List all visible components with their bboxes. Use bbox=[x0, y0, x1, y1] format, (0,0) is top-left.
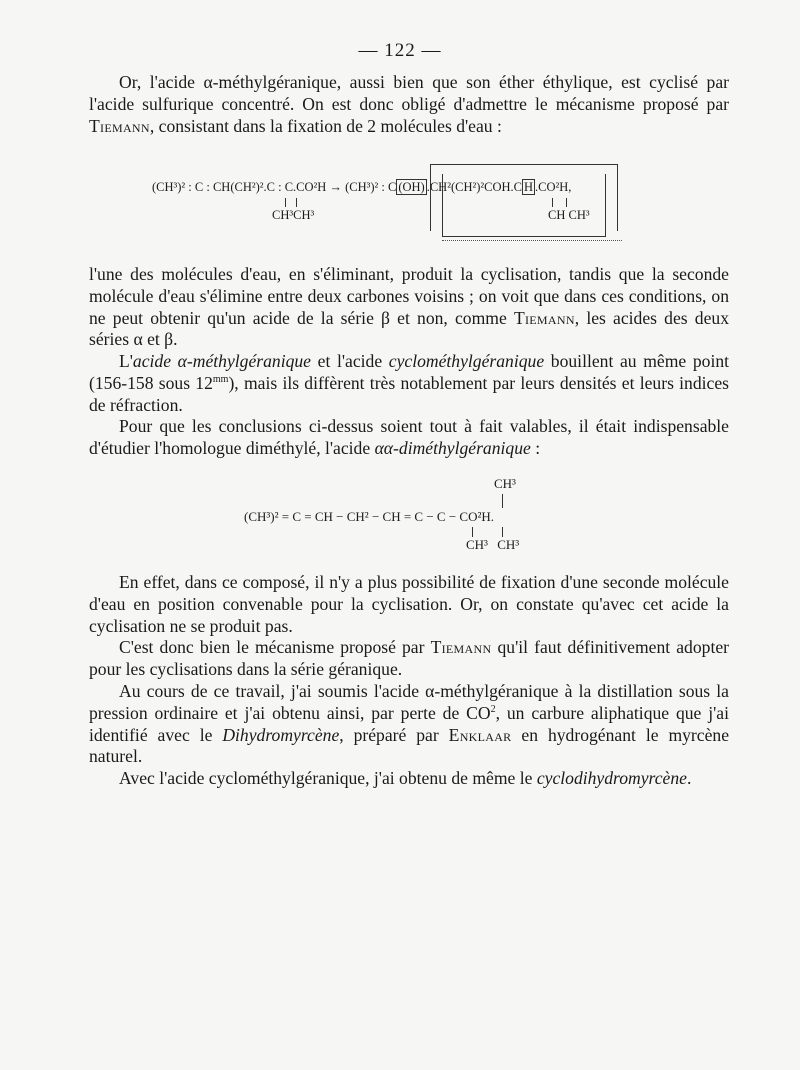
para1-text-2: α-méthylgéranique, aussi bien que son éther éthylique, est cyclisé par l'acide sulfurique concentré. On est donc obligé d'admettre le mécanisme proposé par bbox=[89, 72, 729, 114]
para4-italic-1: αα-diméthylgéranique bbox=[374, 437, 531, 458]
bond-line bbox=[566, 198, 567, 207]
para7-sup: 2 bbox=[490, 703, 496, 715]
author-name-tiemann: Tiemann bbox=[89, 115, 150, 136]
author-name-tiemann: Tiemann bbox=[430, 637, 492, 657]
formula-2 bbox=[244, 476, 604, 556]
para2-text-2: , les acides des deux séries α et β. bbox=[89, 307, 729, 350]
arrow-icon: → bbox=[329, 180, 342, 194]
formula-1-h: H bbox=[523, 180, 534, 194]
author-name-enklaar: Enklaar bbox=[448, 724, 512, 745]
formula-2-bottom: CH³ CH³ bbox=[466, 537, 520, 552]
para2-text-1: l'une des molécules d'eau, en s'éliminant, produit la cyclisation, tandis que la seconde molécule d'eau s'élimine entre deux carbones voisins ; on voit que dans ces conditions, on ne peut obtenir qu'un acide de la série β et non, comme bbox=[89, 264, 729, 328]
paragraph-2 bbox=[89, 264, 729, 351]
para8-text-2: . bbox=[686, 768, 692, 788]
para4-text-1: Pour que les conclusions ci-dessus soient tout à fait valables, il était indispensable d'étudier l'homologue diméthylé, l'acide bbox=[89, 416, 729, 458]
para7-italic-1: Dihydromyrcène bbox=[222, 724, 340, 745]
para1-text-3: , consistant dans la fixation de 2 molécules d'eau : bbox=[149, 115, 502, 136]
bond-line bbox=[285, 198, 286, 207]
bond-line bbox=[502, 494, 503, 508]
paragraph-6 bbox=[89, 637, 729, 681]
formula-2-main: (CH³)² = C = CH − CH² − CH = C − C − CO²H. bbox=[244, 509, 495, 524]
para3-italic-2: cyclométhylgéranique bbox=[388, 351, 545, 371]
formula-1-oh: (OH) bbox=[398, 180, 425, 194]
para7-text-3: , préparé par bbox=[339, 724, 449, 745]
formula-1-dotted-line bbox=[442, 240, 622, 241]
para8-text-1: Avec l'acide cyclométhylgéranique, j'ai obtenu de même le bbox=[119, 768, 537, 788]
formula-1-sub-right: CH CH³ bbox=[548, 208, 590, 222]
para8-italic-1: cyclodihydromyrcène bbox=[536, 768, 687, 788]
para7-text-1: Au cours de ce travail, j'ai soumis l'acide α-méthylgéranique à la distillation sous la pression ordinaire et j'ai obtenu ainsi, par perte de CO bbox=[89, 681, 729, 723]
para4-text-2: : bbox=[530, 437, 541, 458]
para7-text-4: en hydrogénant le myrcène naturel. bbox=[89, 724, 730, 767]
para3-sup: mm bbox=[212, 373, 229, 385]
paragraph-5 bbox=[89, 572, 729, 637]
page-number: — 122 — bbox=[358, 40, 442, 61]
para6-text-1: C'est donc bien le mécanisme proposé par bbox=[119, 637, 431, 657]
formula-2-top: CH³ bbox=[494, 476, 516, 491]
para3-text-1: L' bbox=[119, 351, 133, 371]
formula-1 bbox=[152, 168, 712, 248]
para5-text-1: En effet, dans ce composé, il n'y a plus possibilité de fixation d'une seconde molécule d'eau en position convenable pour la cyclisation. Or, on constate qu'avec cet acide la cyclisation ne se produit pas. bbox=[89, 572, 729, 636]
paragraph-3 bbox=[89, 351, 729, 416]
para7-text-2: , un carbure aliphatique que j'ai identifié avec le bbox=[89, 702, 729, 745]
formula-1-right-b: .CH²(CH²)²COH.C bbox=[426, 180, 522, 194]
author-name-tiemann: Tiemann bbox=[513, 307, 575, 328]
para6-text-2: qu'il faut définitivement adopter pour les cyclisations dans la série géranique. bbox=[89, 637, 730, 679]
para3-text-3: bouillent au même point (156-158 sous 12 bbox=[89, 351, 730, 393]
para3-italic-1: acide α-méthylgéranique bbox=[132, 351, 311, 371]
paragraph-8 bbox=[89, 768, 729, 790]
para3-text-2: et l'acide bbox=[311, 351, 389, 371]
formula-1-right-a: (CH³)² : C bbox=[345, 180, 397, 194]
paragraph-4 bbox=[89, 416, 729, 460]
formula-1-sub-left: CH³CH³ bbox=[272, 208, 315, 222]
formula-1-main-line bbox=[152, 180, 571, 195]
paragraph-7 bbox=[89, 681, 729, 768]
para1-text-1: Or, l'acide bbox=[119, 72, 204, 92]
bond-line bbox=[552, 198, 553, 207]
para3-text-4: ), mais ils diffèrent très notablement par leurs densités et leurs indices de réfraction. bbox=[89, 372, 729, 415]
bond-line bbox=[472, 527, 473, 537]
formula-1-left: (CH³)² : C : CH(CH²)².C : C.CO²H bbox=[152, 180, 327, 194]
bond-line bbox=[296, 198, 297, 207]
formula-1-right-c: .CO²H, bbox=[535, 180, 572, 194]
bond-line bbox=[502, 527, 503, 537]
paragraph-1 bbox=[89, 72, 729, 137]
